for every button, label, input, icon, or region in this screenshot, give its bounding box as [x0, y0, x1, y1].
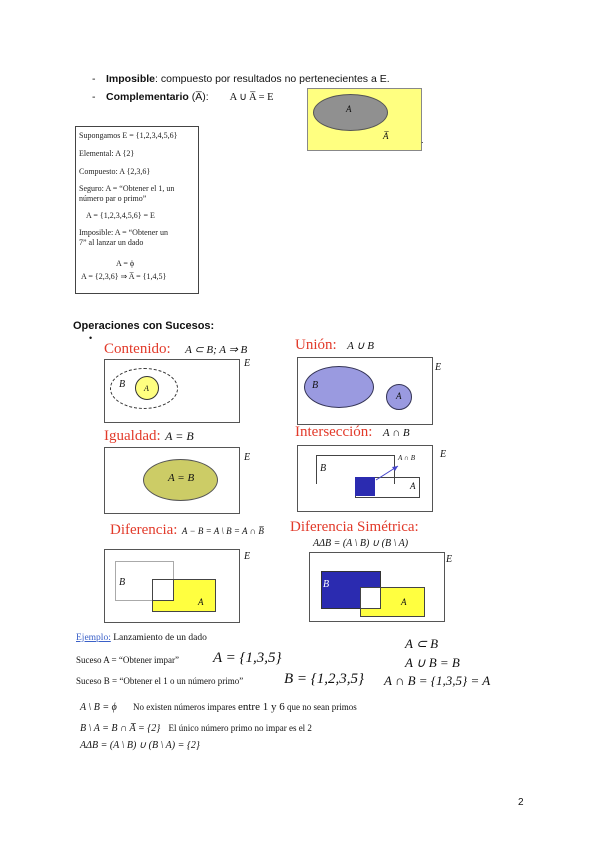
complementario-colon: :	[205, 91, 209, 103]
bullet-complementario: - Complementario (A̅): A ∪ A̅ = E	[92, 91, 274, 103]
union-title: Unión:	[295, 337, 337, 353]
label-a: A	[198, 597, 204, 607]
sidebox-line: Imposible: A = “Obtener un	[79, 228, 168, 237]
sidebox-line: Seguro: A = “Obtener el 1, un	[79, 184, 175, 193]
relation-subset: A ⊂ B	[405, 636, 439, 651]
example-sidebox	[75, 126, 199, 294]
sidebox-line: Supongamos E = {1,2,3,4,5,6}	[79, 131, 178, 140]
union-diagram	[297, 357, 433, 425]
label-e: E	[244, 358, 251, 369]
label-a: A	[396, 391, 402, 401]
label-a-cap-b: A ∩ B	[398, 454, 415, 462]
relation-intersection: A ∩ B = {1,3,5} = A	[384, 673, 491, 688]
interseccion-title: Intersección:	[295, 424, 373, 440]
label-a: A	[401, 597, 407, 607]
igualdad-title: Igualdad:	[104, 428, 161, 444]
label-b: B	[323, 579, 330, 590]
complementario-formula: A ∪ A̅ = E	[229, 92, 274, 103]
diferencia-title: Diferencia:	[110, 522, 178, 538]
sidebox-line: número par o primo”	[79, 194, 147, 203]
simetrica-diagram	[309, 552, 445, 622]
formula-delta: AΔB = (A \ B) ∪ (B \ A) = {2}	[80, 740, 200, 751]
igualdad-formula: A = B	[165, 429, 194, 443]
formula-a-minus-b: A \ B = ϕ	[80, 702, 117, 713]
relation-union: A ∪ B = B	[405, 655, 460, 670]
diferencia-formula: A − B = A \ B = A ∩ B̅	[181, 526, 264, 536]
trailing-dot: .	[421, 135, 424, 145]
example-line-2	[80, 723, 312, 734]
complementario-term: Complementario	[106, 91, 189, 103]
complement-diagram	[307, 88, 422, 151]
union-formula: A ∪ B	[347, 340, 374, 352]
set-b: B = {1,2,3,5}	[284, 671, 365, 687]
simetrica-title: Diferencia Simétrica:	[290, 519, 419, 535]
line1-text-end: que no sean primos	[284, 702, 357, 712]
section-bullet: •	[89, 333, 93, 343]
suceso-a: Suceso A = “Obtener impar”	[76, 655, 180, 665]
interseccion-formula: A ∩ B	[382, 427, 410, 439]
label-e: E	[244, 452, 251, 463]
line1-text: No existen números impares	[133, 702, 238, 712]
contenido-diagram	[104, 359, 240, 423]
example-link[interactable]: Ejemplo:	[76, 633, 111, 643]
label-e: E	[244, 551, 251, 562]
page-number: 2	[518, 797, 524, 808]
intersection-fill	[355, 477, 375, 496]
label-e: E	[440, 449, 447, 460]
sidebox-line: A = ϕ	[116, 259, 135, 268]
section-title: Operaciones con Sucesos:	[73, 320, 215, 332]
contenido-formula: A ⊂ B; A ⇒ B	[185, 344, 248, 356]
sidebox-line: A = {2,3,6} ⇒ A̅ = {1,4,5}	[81, 272, 167, 281]
label-b: B	[119, 379, 126, 390]
label-e: E	[446, 554, 453, 565]
imposible-term: Imposible	[106, 73, 156, 85]
label-ab: A = B	[168, 472, 195, 484]
label-abar: A̅	[383, 131, 389, 141]
label-a: A	[410, 481, 416, 491]
label-b: B	[119, 577, 126, 588]
label-a: A	[144, 384, 149, 393]
sidebox-line: A = {1,2,3,4,5,6} = E	[86, 211, 155, 220]
interseccion-diagram	[297, 445, 433, 512]
set-a: A = {1,3,5}	[213, 650, 282, 666]
line1-text-large: entre 1 y 6	[237, 701, 285, 713]
complementario-symbol: (A̅)	[191, 91, 206, 103]
label-e: E	[435, 362, 442, 373]
overlap-cutout	[360, 587, 381, 609]
arrow-icon	[374, 462, 404, 482]
igualdad-diagram	[104, 447, 240, 514]
simetrica-formula: AΔB = (A \ B) ∪ (B \ A)	[313, 538, 409, 549]
label-b: B	[312, 380, 319, 391]
sidebox-line: 7” al lanzar un dado	[79, 238, 144, 247]
imposible-text: : compuesto por resultados no pertenecientes a E.	[155, 73, 390, 85]
sidebox-line: Elemental: A {2}	[79, 149, 135, 158]
sidebox-line: Compuesto: A {2,3,6}	[79, 167, 151, 176]
label-a: A	[346, 104, 352, 114]
contenido-title: Contenido:	[104, 341, 171, 357]
suceso-b: Suceso B = “Obtener el 1 o un número primo”	[76, 676, 244, 686]
overlap-cutout	[152, 579, 174, 601]
label-b: B	[320, 463, 327, 474]
formula-b-minus-a: B \ A = B ∩ A̅ = {2}	[80, 723, 161, 734]
bullet-imposible: - Imposible: compuesto por resultados no pertenecientes a E.	[92, 73, 390, 85]
line2-text: El único número primo no impar es el 2	[168, 723, 312, 733]
example-heading	[76, 633, 207, 643]
diferencia-diagram	[104, 549, 240, 623]
example-title: Lanzamiento de un dado	[110, 633, 207, 643]
example-line-1	[80, 701, 357, 713]
